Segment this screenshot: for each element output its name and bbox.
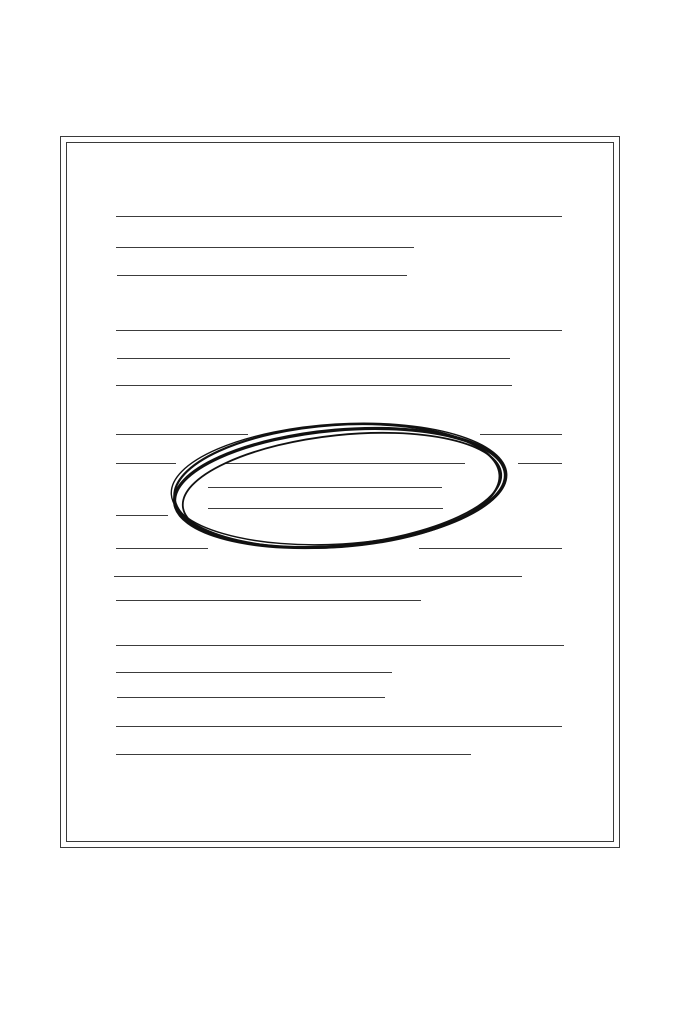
text-line: [116, 216, 562, 217]
text-line: [116, 434, 248, 435]
text-line: [419, 548, 562, 549]
text-line: [116, 754, 471, 755]
text-line: [116, 515, 168, 516]
text-line: [116, 385, 512, 386]
text-line: [117, 358, 510, 359]
text-line: [116, 726, 562, 727]
highlighted-text-line: [208, 508, 443, 509]
text-line: [116, 548, 208, 549]
text-line: [114, 576, 522, 577]
text-line: [117, 697, 385, 698]
text-line: [480, 434, 562, 435]
document-outer-border: [60, 136, 620, 848]
text-line: [225, 463, 465, 464]
text-line: [116, 672, 392, 673]
highlighted-text-line: [208, 487, 442, 488]
text-line: [116, 330, 562, 331]
text-line: [116, 463, 176, 464]
text-line: [116, 247, 414, 248]
text-line: [117, 275, 407, 276]
text-line: [116, 600, 421, 601]
text-line: [518, 463, 562, 464]
text-line: [116, 645, 564, 646]
